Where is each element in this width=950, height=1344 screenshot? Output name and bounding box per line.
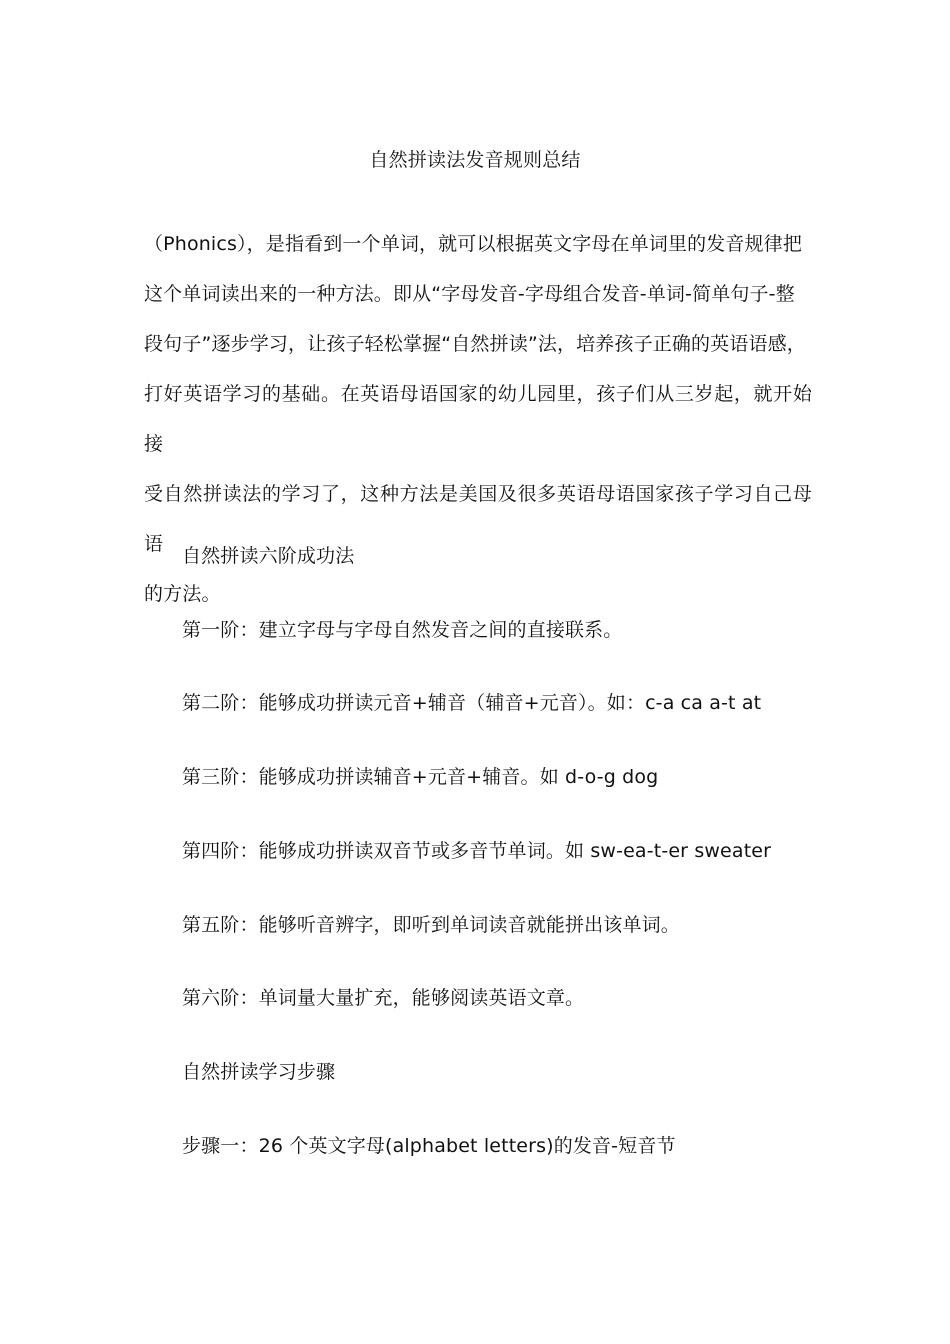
intro-line: 段句子”逐步学习，让孩子轻松掌握“自然拼读”法，培养孩子正确的英语语感， [144,333,806,355]
stage-item: 第三阶：能够成功拼读辅音+元音+辅音。如 d-o-g dog [182,766,659,788]
section-heading-learning-steps: 自然拼读学习步骤 [182,1061,336,1083]
stage-item: 第二阶：能够成功拼读元音+辅音（辅音+元音）。如：c-a ca a-t at [182,692,762,714]
stage-item: 第五阶：能够听音辨字，即听到单词读音就能拼出该单词。 [182,914,680,936]
stage-item: 第四阶：能够成功拼读双音节或多音节单词。如 sw-ea-t-er sweater [182,840,772,862]
intro-line: 打好英语学习的基础。在英语母语国家的幼儿园里，孩子们从三岁起，就开始接 [144,383,812,455]
intro-line: 这个单词读出来的一种方法。即从“字母发音-字母组合发音-单词-简单句子-整 [144,283,795,305]
intro-line: 受自然拼读法的学习了，这种方法是美国及很多英语母语国家孩子学习自己母语 [144,483,812,555]
section-heading-six-stages: 自然拼读六阶成功法 [182,545,355,567]
intro-line: （Phonics），是指看到一个单词，就可以根据英文字母在单词里的发音规律把 [144,233,802,255]
intro-line: 的方法。 [144,583,221,605]
stage-item: 第六阶：单词量大量扩充，能够阅读英语文章。 [182,987,585,1009]
step-item: 步骤一：26 个英文字母(alphabet letters)的发音-短音节 [182,1135,676,1157]
stage-item: 第一阶：建立字母与字母自然发音之间的直接联系。 [182,619,623,641]
document-title: 自然拼读法发音规则总结 [369,149,581,171]
